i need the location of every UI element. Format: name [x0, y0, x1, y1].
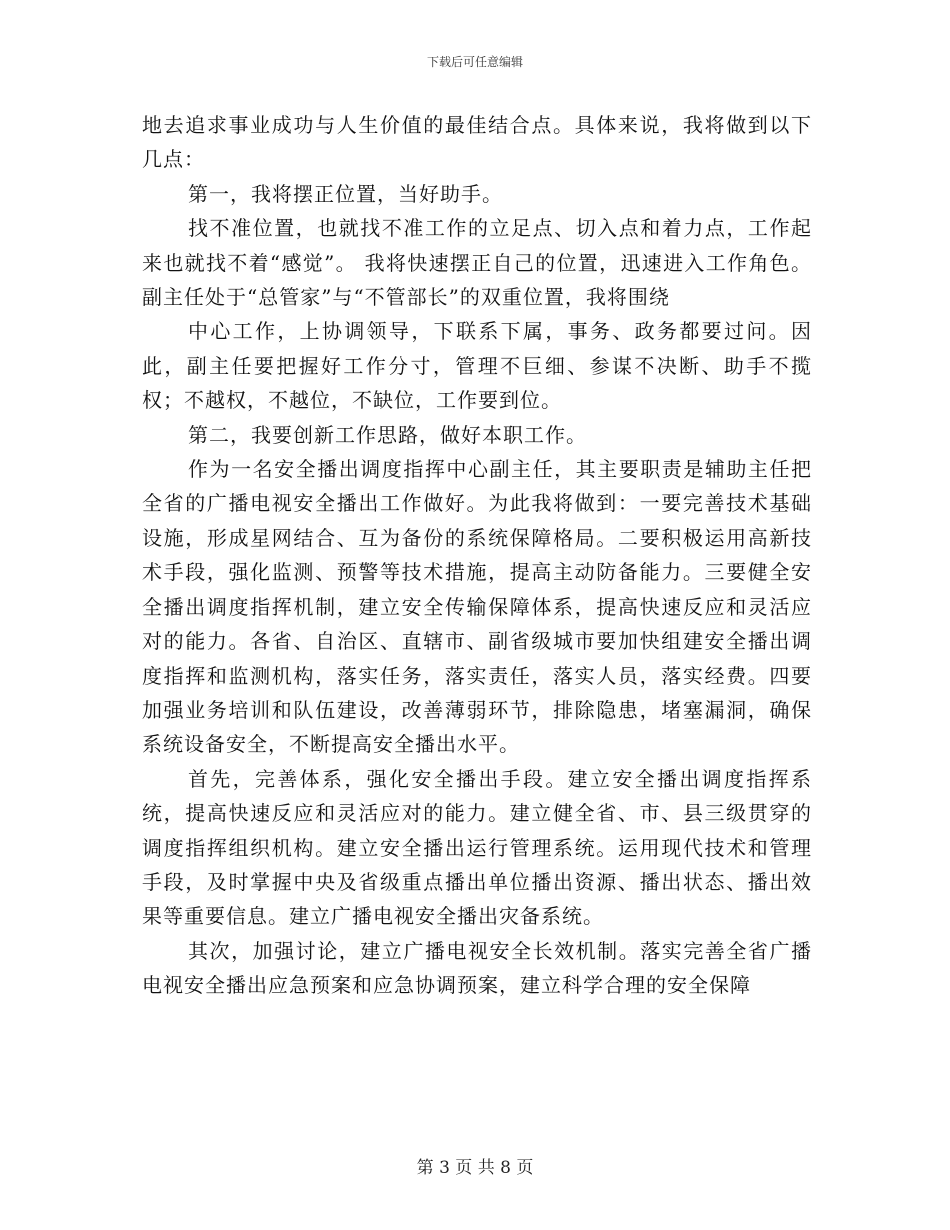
page-header: 下载后可任意编辑	[426, 55, 523, 69]
paragraph: 作为一名安全播出调度指挥中心副主任，其主要职责是辅助主任把全省的广播电视安全播出工作做好。为此我将做到：一要完善技术基础设施，形成星网结合、互为备份的系统保障格局。二要积极运用高新技术手段，强化监测、预警等技术措施，提高主动防备能力。三要健全安全播出调度指挥机制，建立安全传输保障体系，提高快速反应和灵活应对的能力。各省、自治区、直辖市、副省级城市要加快组建安全播出调度指挥和监测机构，落实任务，落实责任，落实人员，落实经费。四要加强业务培训和队伍建设，改善薄弱环节，排除隐患，堵塞漏洞，确保系统设备安全，不断提高安全播出水平。	[142, 457, 812, 757]
paragraph: 第一，我将摆正位置，当好助手。	[188, 181, 503, 206]
paragraph: 第二，我要创新工作思路，做好本职工作。	[188, 422, 587, 447]
paragraph: 地去追求事业成功与人生价值的最佳结合点。具体来说，我将做到以下几点：	[142, 113, 812, 172]
document-body	[142, 108, 812, 1003]
page-number-footer: 第 3 页 共 8 页	[416, 1158, 534, 1178]
paragraph: 找不准位置，也就找不准工作的立足点、切入点和着力点，工作起来也就找不着“感觉”。 我将快速摆正自己的位置，迅速进入工作角色。副主任处于“总管家”与“不管部长”的双重位置，我将围绕	[142, 216, 812, 310]
paragraph: 中心工作，上协调领导，下联系下属，事务、政务都要过问。因此，副主任要把握好工作分寸，管理不巨细、参谋不决断、助手不揽权；不越权，不越位，不缺位，工作要到位。	[142, 319, 812, 413]
paragraph: 其次，加强讨论，建立广播电视安全长效机制。落实完善全省广播电视安全播出应急预案和应急协调预案，建立科学合理的安全保障	[142, 938, 812, 998]
paragraph: 首先，完善体系，强化安全播出手段。建立安全播出调度指挥系统，提高快速反应和灵活应对的能力。建立健全省、市、县三级贯穿的调度指挥组织机构。建立安全播出运行管理系统。运用现代技术和管理手段，及时掌握中央及省级重点播出单位播出资源、播出状态、播出效果等重要信息。建立广播电视安全播出灾备系统。	[142, 766, 812, 929]
